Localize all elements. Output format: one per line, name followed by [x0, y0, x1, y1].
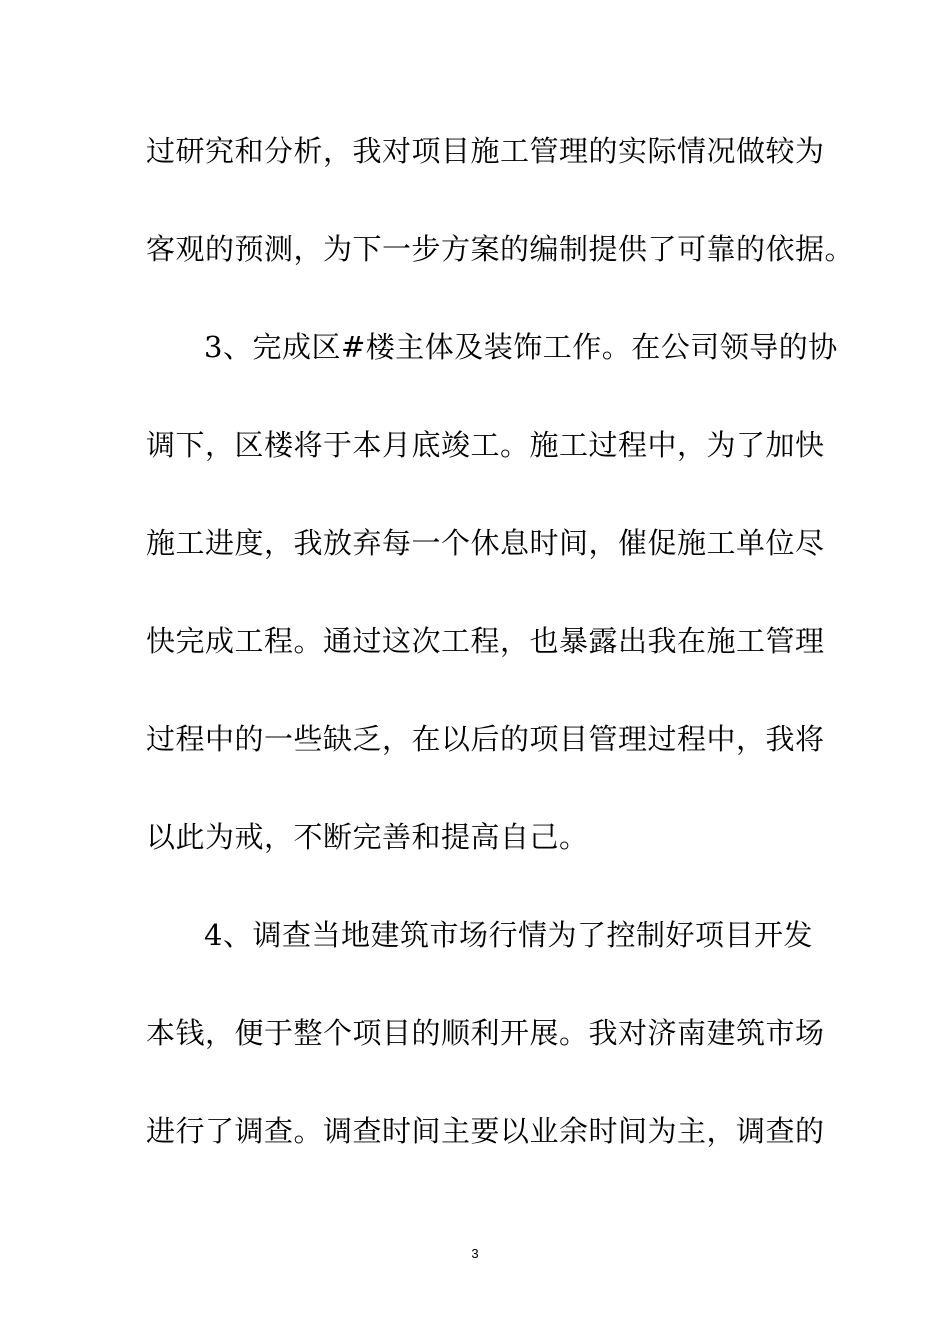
- paragraph-start-line: 4、调查当地建筑市场行情为了控制好项目开发: [204, 918, 813, 952]
- paragraph-start-line: 3、完成区#楼主体及装饰工作。在公司领导的协: [204, 330, 838, 364]
- body-text-line: 以此为戒，不断完善和提高自己。: [146, 820, 589, 854]
- body-text-line: 本钱，便于整个项目的顺利开展。我对济南建筑市场: [146, 1016, 825, 1050]
- body-text-line: 过程中的一些缺乏，在以后的项目管理过程中，我将: [146, 722, 825, 756]
- body-text-line: 客观的预测，为下一步方案的编制提供了可靠的依据。: [146, 232, 855, 266]
- body-text-line: 进行了调查。调查时间主要以业余时间为主，调查的: [146, 1114, 825, 1148]
- body-text-line: 施工进度，我放弃每一个休息时间，催促施工单位尽: [146, 526, 825, 560]
- page-number: 3: [471, 1246, 479, 1261]
- body-text-line: 调下，区楼将于本月底竣工。施工过程中，为了加快: [146, 428, 825, 462]
- body-text-line: 过研究和分析，我对项目施工管理的实际情况做较为: [146, 134, 825, 168]
- body-text-line: 快完成工程。通过这次工程，也暴露出我在施工管理: [146, 624, 825, 658]
